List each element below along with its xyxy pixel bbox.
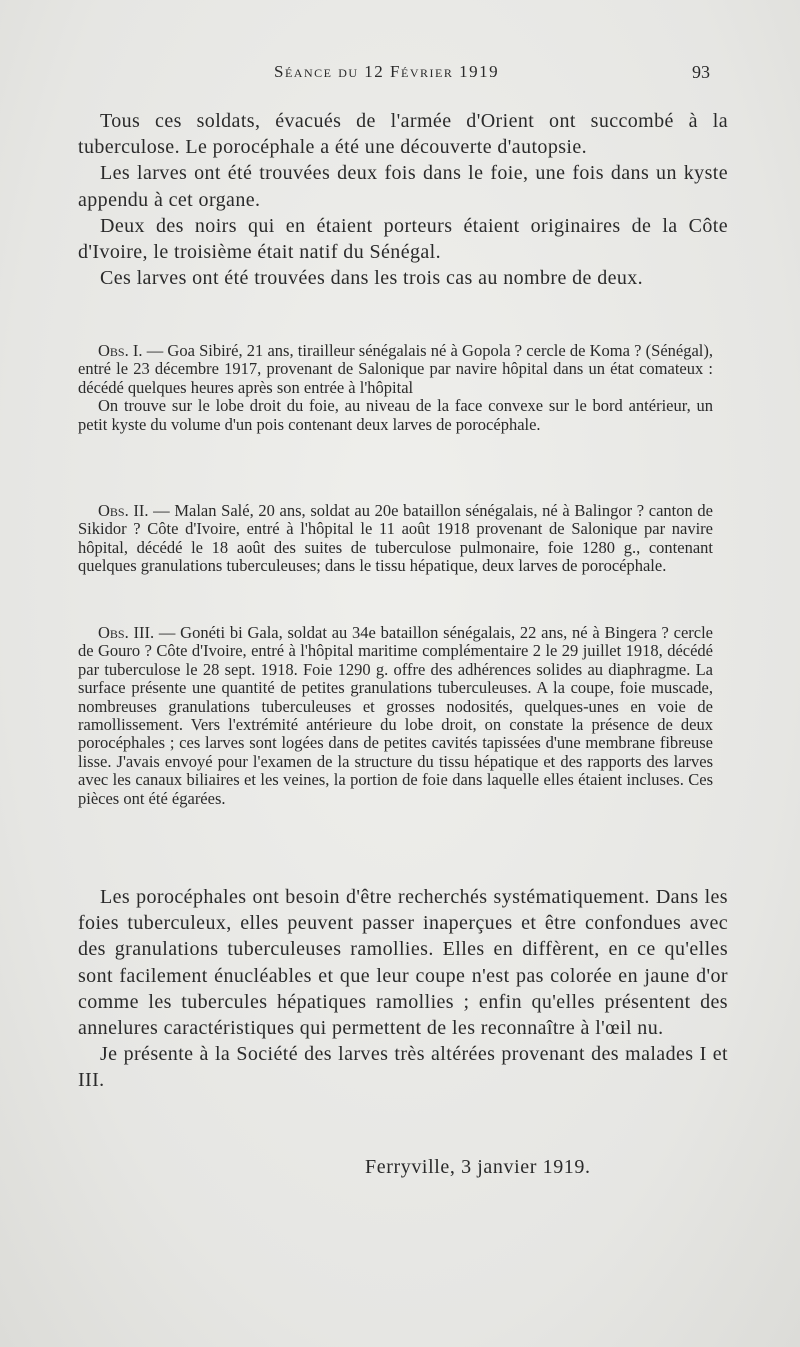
conclusion-paragraph-2: Je présente à la Société des larves très altérées provenant des malades I et III. <box>78 1043 728 1092</box>
conclusion-paragraph-1: Les porocéphales ont besoin d'être recherchés systématiquement. Dans les foies tuberculeux, elles peuvent passer inaperçues et être confondues avec des granulations tuberculeuses ramollies. Elles en diffèrent, en ce qu'elles sont facilement énucléables et que leur coupe n'est pas colorée en jaune d'or comme les tubercules hépatiques ramollies ; enfin qu'elles présentent des annelures caractéristiques qui permettent de les reconnaître à l'œil nu. <box>78 886 728 1040</box>
observation-2-label: Obs. II. <box>98 501 149 520</box>
page-header <box>78 62 718 88</box>
intro-paragraph-4: Ces larves ont été trouvées dans les trois cas au nombre de deux. <box>100 267 644 290</box>
signature-line: Ferryville, 3 janvier 1919. <box>365 1156 591 1178</box>
running-title: Séance du 12 Février 1919 <box>274 62 500 81</box>
intro-paragraph-2: Les larves ont été trouvées deux fois dans le foie, une fois dans un kyste appendu à cet organe. <box>78 162 728 211</box>
observation-2-paragraph <box>78 502 713 576</box>
observation-1 <box>78 342 713 434</box>
observation-2 <box>78 502 713 576</box>
conclusion-section <box>78 884 728 1094</box>
observation-3-text: — Gonéti bi Gala, soldat au 34e bataillon sénégalais, 22 ans, né à Bingera ? cercle de Gouro ? Côte d'Ivoire, entré à l'hôpital maritime complémentaire 2 le 29 juillet 1918, décédé par tuberculose le 28 sept. 1918. Foie 1290 g. offre des adhérences solides au diaphragme. La surface présente une quantité de petites granulations tuberculeuses. A la coupe, foie muscade, nombreuses granulations tuberculeuses et grosses nodosités, quelques-unes en voie de ramollissement. Vers l'extrémité antérieure du lobe droit, on constate la présence de deux porocéphales ; ces larves sont logées dans de petites cavités tapissées d'une membrane fibreuse lisse. J'avais envoyé pour l'examen de la structure du tissu hépatique et des rapports des larves avec les canaux biliaires et les veines, la portion de foie dans laquelle elles étaient incluses. Ces pièces ont été égarées. <box>78 623 713 808</box>
observation-1-paragraph <box>78 342 713 397</box>
observation-2-text: — Malan Salé, 20 ans, soldat au 20e bataillon sénégalais, né à Balingor ? canton de Sikidor ? Côte d'Ivoire, entré à l'hôpital le 11 août 1918 provenant de Salonique par navire hôpital, décédé le 18 août des suites de tuberculose pulmonaire, foie 1280 g., contenant quelques granulations tuberculeuses; dans le tissu hépatique, deux larves de porocéphale. <box>78 501 714 576</box>
intro-section <box>78 108 728 291</box>
observation-3-paragraph <box>78 624 713 808</box>
observation-1-text: — Goa Sibiré, 21 ans, tirailleur sénégalais né à Gopola ? cercle de Koma ? (Sénégal), entré le 23 décembre 1917, provenant de Salonique par navire hôpital dans un état comateux : décédé quelques heures après son entrée à l'hôpital <box>78 341 713 397</box>
observation-3 <box>78 624 713 808</box>
page-number: 93 <box>692 62 710 82</box>
intro-paragraph-1: Tous ces soldats, évacués de l'armée d'Orient ont succombé à la tuberculose. Le porocéphale a été une découverte d'autopsie. <box>78 110 728 159</box>
observation-3-label: Obs. III. <box>98 623 155 642</box>
intro-paragraph-3: Deux des noirs qui en étaient porteurs étaient originaires de la Côte d'Ivoire, le troisième était natif du Sénégal. <box>78 214 728 264</box>
observation-1-label: Obs. I. <box>98 341 143 360</box>
observation-1-paragraph-2: On trouve sur le lobe droit du foie, au niveau de la face convexe sur le bord antérieur, un petit kyste du volume d'un pois contenant deux larves de porocéphale. <box>78 396 713 434</box>
